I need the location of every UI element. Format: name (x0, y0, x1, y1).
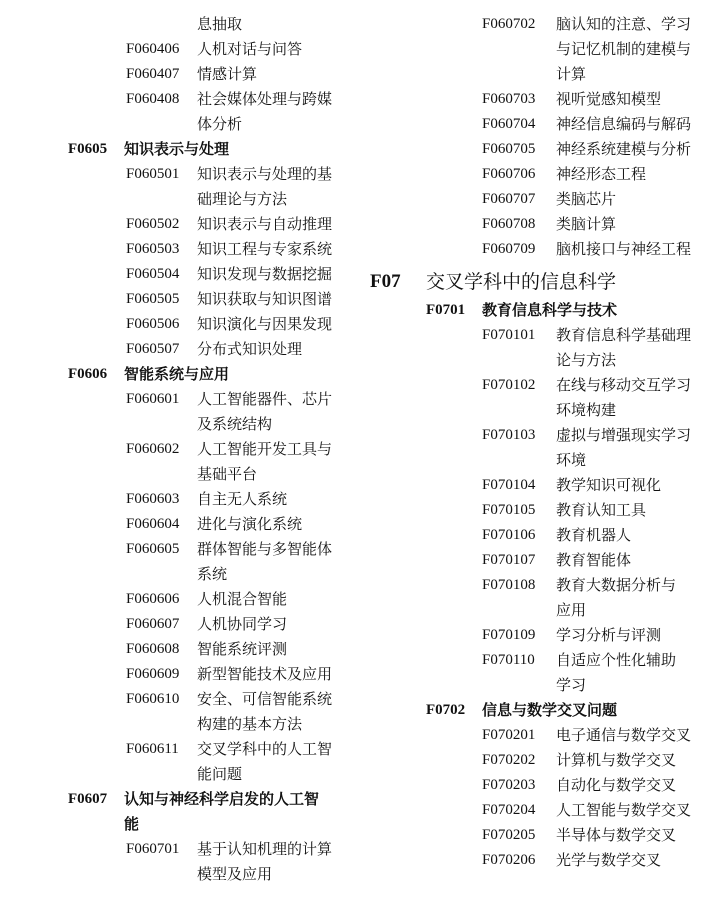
catalog-entry (360, 623, 720, 648)
catalog-entry (0, 212, 360, 237)
entry-code: F060708 (482, 216, 536, 232)
entry-code: F060702 (482, 16, 536, 32)
catalog-entry (0, 687, 360, 737)
catalog-entry (360, 137, 720, 162)
entry-title-line: 电子通信与数学交叉 (556, 726, 692, 744)
entry-title-line: 脑机接口与神经工程 (556, 240, 692, 258)
entry-code: F060601 (126, 391, 180, 407)
catalog-entry (360, 112, 720, 137)
entry-code: F060501 (126, 166, 180, 182)
entry-title-line: 人机协同学习 (197, 615, 288, 633)
entry-code: F060608 (126, 641, 180, 657)
entry-title-line: 交叉学科中的人工智 (197, 740, 333, 758)
entry-title-line: 知识获取与知识图谱 (197, 290, 333, 308)
catalog-entry (0, 237, 360, 262)
entry-title-line: 交叉学科中的信息科学 (426, 271, 617, 293)
catalog-entry (0, 387, 360, 437)
entry-code: F070105 (482, 502, 536, 518)
entry-code: F060709 (482, 241, 536, 257)
entry-code: F070205 (482, 827, 536, 843)
entry-title-line: 信息与数学交叉问题 (482, 701, 618, 719)
entry-code: F070102 (482, 377, 536, 393)
entry-code: F070109 (482, 627, 536, 643)
entry-code: F070203 (482, 777, 536, 793)
catalog-entry (0, 287, 360, 312)
entry-code: F0702 (426, 702, 466, 718)
entry-title-line: 知识发现与数据挖掘 (197, 265, 333, 283)
entry-title-line: 教育智能体 (556, 551, 632, 569)
entry-title-line: 人工智能开发工具与 (197, 440, 333, 458)
entry-title-line: 知识表示与自动推理 (197, 215, 333, 233)
catalog-entry (0, 312, 360, 337)
entry-title-line: 教育机器人 (556, 526, 632, 544)
entry-code: F070101 (482, 327, 536, 343)
catalog-entry (360, 323, 720, 373)
entry-code: F070206 (482, 852, 536, 868)
entry-code: F060609 (126, 666, 180, 682)
right-column (360, 12, 720, 873)
section-heading (360, 268, 720, 296)
entry-title-line: 教育信息科学与技术 (482, 301, 618, 319)
entry-title-line: 知识表示与处理的基 (197, 165, 333, 183)
catalog-entry (360, 548, 720, 573)
catalog-entry (360, 12, 720, 87)
entry-code: F060502 (126, 216, 180, 232)
entry-title-line: 自主无人系统 (197, 490, 288, 508)
entry-code: F070106 (482, 527, 536, 543)
entry-code: F060607 (126, 616, 180, 632)
entry-title-line: 论与方法 (556, 351, 617, 369)
entry-code: F060504 (126, 266, 180, 282)
entry-title-line: 安全、可信智能系统 (197, 690, 333, 708)
catalog-entry (0, 487, 360, 512)
catalog-entry (0, 87, 360, 137)
entry-code: F0606 (68, 366, 108, 382)
entry-title-line: 体分析 (197, 115, 243, 133)
catalog-entry (360, 648, 720, 698)
entry-code: F060704 (482, 116, 536, 132)
entry-title-line: 能问题 (197, 765, 243, 783)
entry-code: F070204 (482, 802, 536, 818)
entry-title-line: 智能系统与应用 (124, 365, 230, 383)
catalog-entry (360, 773, 720, 798)
entry-code: F070202 (482, 752, 536, 768)
catalog-entry (0, 62, 360, 87)
entry-code: F060406 (126, 41, 180, 57)
catalog-entry (0, 537, 360, 587)
entry-code: F060408 (126, 91, 180, 107)
subsection-heading (0, 137, 360, 162)
entry-title-line: 教育认知工具 (556, 501, 647, 519)
entry-title-line: 息抽取 (197, 15, 243, 33)
entry-title-line: 虚拟与增强现实学习 (556, 426, 692, 444)
entry-title-line: 教学知识可视化 (556, 476, 662, 494)
entry-code: F060507 (126, 341, 180, 357)
entry-title-line: 知识演化与因果发现 (197, 315, 333, 333)
entry-title-line: 学习分析与评测 (556, 626, 662, 644)
entry-title-line: 构建的基本方法 (197, 715, 303, 733)
entry-code: F060703 (482, 91, 536, 107)
catalog-entry (360, 848, 720, 873)
catalog-entry (0, 12, 360, 37)
catalog-entry (360, 187, 720, 212)
entry-code: F060605 (126, 541, 180, 557)
entry-code: F060407 (126, 66, 180, 82)
catalog-entry (360, 523, 720, 548)
entry-title-line: 群体智能与多智能体 (197, 540, 333, 558)
entry-title-line: 神经系统建模与分析 (556, 140, 692, 158)
entry-title-line: 分布式知识处理 (197, 340, 303, 358)
catalog-entry (0, 512, 360, 537)
entry-title-line: 认知与神经科学启发的人工智 (124, 790, 320, 808)
entry-title-line: 及系统结构 (197, 415, 273, 433)
entry-code: F060606 (126, 591, 180, 607)
entry-code: F060705 (482, 141, 536, 157)
entry-title-line: 计算 (556, 65, 587, 83)
entry-title-line: 知识表示与处理 (124, 140, 230, 158)
entry-title-line: 人工智能与数学交叉 (556, 801, 692, 819)
entry-title-line: 与记忆机制的建模与 (556, 40, 692, 58)
entry-title-line: 智能系统评测 (197, 640, 288, 658)
left-column (0, 12, 360, 887)
entry-title-line: 环境 (556, 451, 587, 469)
catalog-entry (0, 262, 360, 287)
catalog-entry (0, 587, 360, 612)
entry-title-line: 能 (124, 815, 140, 833)
entry-title-line: 神经信息编码与解码 (556, 115, 692, 133)
entry-code: F060707 (482, 191, 536, 207)
entry-title-line: 环境构建 (556, 401, 617, 419)
entry-code: F060505 (126, 291, 180, 307)
catalog-entry (360, 498, 720, 523)
catalog-entry (0, 837, 360, 887)
entry-title-line: 半导体与数学交叉 (556, 826, 677, 844)
catalog-entry (360, 87, 720, 112)
entry-code: F060604 (126, 516, 180, 532)
entry-title-line: 进化与演化系统 (197, 515, 303, 533)
catalog-entry (360, 573, 720, 623)
entry-code: F060610 (126, 691, 180, 707)
entry-title-line: 新型智能技术及应用 (197, 665, 333, 683)
catalog-entry (0, 637, 360, 662)
entry-title-line: 应用 (556, 601, 587, 619)
subsection-heading (0, 787, 360, 837)
entry-title-line: 自动化与数学交叉 (556, 776, 677, 794)
entry-title-line: 类脑芯片 (556, 190, 617, 208)
entry-code: F060503 (126, 241, 180, 257)
catalog-entry (0, 737, 360, 787)
entry-title-line: 神经形态工程 (556, 165, 647, 183)
catalog-entry (360, 798, 720, 823)
entry-code: F0605 (68, 141, 108, 157)
entry-code: F070103 (482, 427, 536, 443)
entry-title-line: 模型及应用 (197, 865, 273, 883)
catalog-entry (360, 162, 720, 187)
entry-title-line: 人机对话与问答 (197, 40, 303, 58)
catalog-entry (360, 423, 720, 473)
entry-title-line: 人机混合智能 (197, 590, 288, 608)
subsection-heading (360, 698, 720, 723)
entry-title-line: 计算机与数学交叉 (556, 751, 677, 769)
entry-code: F060611 (126, 741, 179, 757)
entry-title-line: 知识工程与专家系统 (197, 240, 333, 258)
entry-title-line: 教育信息科学基础理 (556, 326, 692, 344)
entry-code: F070107 (482, 552, 536, 568)
catalog-entry (360, 237, 720, 262)
entry-title-line: 人工智能器件、芯片 (197, 390, 333, 408)
entry-code: F060602 (126, 441, 180, 457)
catalog-entry (360, 473, 720, 498)
entry-code: F060506 (126, 316, 180, 332)
catalog-entry (360, 212, 720, 237)
entry-code: F060706 (482, 166, 536, 182)
catalog-entry (0, 37, 360, 62)
entry-title-line: 光学与数学交叉 (556, 851, 662, 869)
entry-title-line: 系统 (197, 565, 228, 583)
entry-title-line: 视听觉感知模型 (556, 90, 662, 108)
entry-code: F060701 (126, 841, 180, 857)
entry-code: F0701 (426, 302, 466, 318)
subsection-heading (360, 298, 720, 323)
entry-title-line: 情感计算 (197, 65, 258, 83)
entry-title-line: 教育大数据分析与 (556, 576, 677, 594)
entry-title-line: 自适应个性化辅助 (556, 651, 677, 669)
entry-code: F0607 (68, 791, 108, 807)
catalog-entry (360, 723, 720, 748)
catalog-entry (0, 162, 360, 212)
entry-title-line: 基础平台 (197, 465, 258, 483)
entry-code: F070110 (482, 652, 535, 668)
catalog-entry (360, 823, 720, 848)
catalog-entry (0, 337, 360, 362)
catalog-entry (0, 437, 360, 487)
entry-title-line: 脑认知的注意、学习 (556, 15, 692, 33)
entry-title-line: 学习 (556, 676, 587, 694)
entry-code: F070104 (482, 477, 536, 493)
subsection-heading (0, 362, 360, 387)
entry-code: F070108 (482, 577, 536, 593)
entry-code: F07 (370, 271, 401, 292)
catalog-entry (360, 373, 720, 423)
entry-code: F060603 (126, 491, 180, 507)
entry-title-line: 在线与移动交互学习 (556, 376, 692, 394)
entry-code: F070201 (482, 727, 536, 743)
catalog-entry (360, 748, 720, 773)
catalog-entry (0, 612, 360, 637)
entry-title-line: 社会媒体处理与跨媒 (197, 90, 333, 108)
entry-title-line: 基于认知机理的计算 (197, 840, 333, 858)
entry-title-line: 础理论与方法 (197, 190, 288, 208)
entry-title-line: 类脑计算 (556, 215, 617, 233)
catalog-entry (0, 662, 360, 687)
